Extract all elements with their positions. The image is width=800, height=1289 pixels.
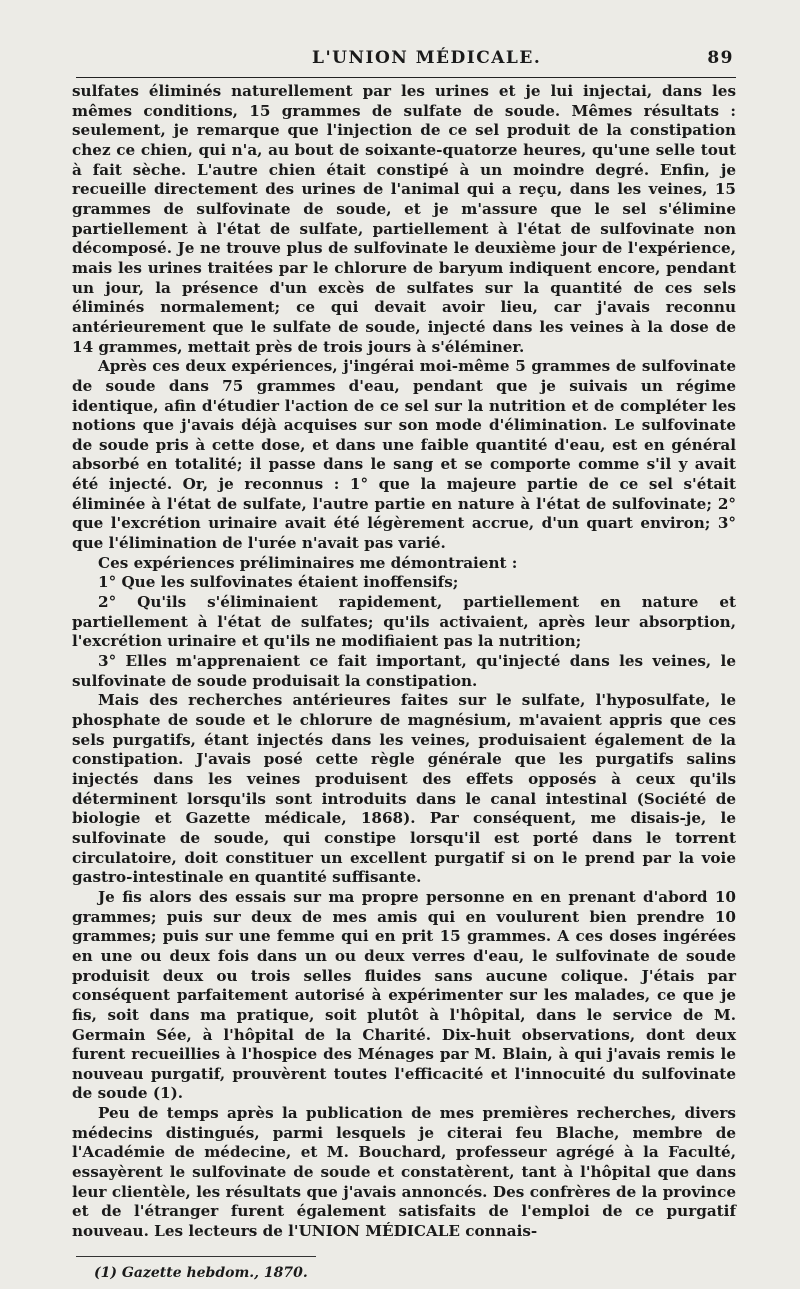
footnote-rule (76, 1256, 316, 1257)
body-text (72, 82, 736, 1242)
footnote-marker: (1) (94, 1264, 117, 1281)
footnote (72, 1265, 736, 1281)
footnote-text: Gazette hebdom., 1870. (121, 1264, 308, 1281)
list-item: 3° Elles m'apprenaient ce fait important, qu'injecté dans les veines, le sulfovinate de soude produisait la constipation. (72, 652, 736, 690)
paragraph: Ces expériences préliminaires me démontraient : (98, 553, 518, 572)
paragraph: Mais des recherches antérieures faites sur le sulfate, l'hyposulfate, le phosphate de soude et le chlorure de magnésium, m'avaient appris que ces sels purgatifs, étant injectés dans les veines, produisaient également de la constipation. J'avais posé cette règle générale que les purgatifs salins injectés dans les veines produisent des effets opposés à ceux qu'ils déterminent lorsqu'ils sont introduits dans le canal intestinal (Société de biologie et Gazette médicale, 1868). Par conséquent, me disais-je, le sulfovinate de soude, qui constipe lorsqu'il est porté dans le torrent circulatoire, doit constituer un excellent purgatif si on le prend par la voie gastro-intestinale en quantité suffisante. (72, 691, 736, 887)
page-number: 89 (707, 48, 734, 68)
header-rule (76, 77, 736, 78)
list-item: 2° Qu'ils s'éliminaient rapidement, partiellement en nature et partiellement à l'état de sulfates; qu'ils activaient, après leur absorption, l'excrétion urinaire et qu'ils ne modifiaient pas la nutrition; (72, 593, 736, 651)
paragraph: Après ces deux expériences, j'ingérai moi-même 5 grammes de sulfovinate de soude dans 75 grammes d'eau, pendant que je suivais un régime identique, afin d'étudier l'action de ce sel sur la nutrition et de compléter les notions que j'avais déjà acquises sur son mode d'élimination. Le sulfovinate de soude pris à cette dose, et dans une faible quantité d'eau, est en général absorbé en totalité; il passe dans le sang et se comporte comme s'il y avait été injecté. Or, je reconnus : 1° que la majeure partie de ce sel s'était éliminée à l'état de sulfate, l'autre partie en nature à l'état de sulfovinate; 2° que l'excrétion urinaire avait été légèrement accrue, d'un quart environ; 3° que l'élimination de l'urée n'avait pas varié. (72, 357, 736, 553)
paragraph: Peu de temps après la publication de mes premières recherches, divers médecins distingués, parmi lesquels je citerai feu Blache, membre de l'Académie de médecine, et M. Bouchard, professeur agrégé à la Faculté, essayèrent le sulfovinate de soude et constatèrent, tant à l'hôpital que dans leur clientèle, les résultats que j'avais annoncés. Des confrères de la province et de l'étranger furent également satisfaits de l'emploi de ce purgatif nouveau. Les lecteurs de l'UNION MÉDICALE connais- (72, 1104, 736, 1241)
journal-title: L'UNION MÉDICALE. (312, 48, 542, 68)
paragraph: Je fis alors des essais sur ma propre personne en en prenant d'abord 10 grammes; puis sur deux de mes amis qui en voulurent bien prendre 10 grammes; puis sur une femme qui en prit 15 grammes. A ces doses ingérées en une ou deux fois dans un ou deux verres d'eau, le sulfovinate de soude produisit deux ou trois selles fluides sans aucune colique. J'étais par conséquent parfaitement autorisé à expérimenter sur les malades, ce que je fis, soit dans ma pratique, soit plutôt à l'hôpital, dans le service de M. Germain Sée, à l'hôpital de la Charité. Dix-huit observations, dont deux furent recueillies à l'hospice des Ménages par M. Blain, à qui j'avais remis le nouveau purgatif, prouvèrent toutes l'efficacité et l'innocuité du sulfovinate de soude (1). (72, 887, 736, 1103)
list-item: 1° Que les sulfovinates étaient inoffensifs; (98, 573, 459, 592)
paragraph: sulfates éliminés naturellement par les urines et je lui injectai, dans les mêmes conditions, 15 grammes de sulfate de soude. Mêmes résultats : seulement, je remarque que l'injection de ce sel produit de la constipation chez ce chien, qui n'a, au bout de soixante-quatorze heures, qu'une selle tout à fait sèche. L'autre chien était constipé à un moindre degré. Enfin, je recueille directement des urines de l'animal qui a reçu, dans les veines, 15 grammes de sulfovinate de soude, et je m'assure que le sel s'élimine partiellement à l'état de sulfate, partiellement à l'état de sulfovinate non décomposé. Je ne trouve plus de sulfovinate le deuxième jour de l'expérience, mais les urines traitées par le chlorure de baryum indiquent encore, pendant un jour, la présence d'un excès de sulfates sur la quantité de ces sels éliminés normalement; ce qui devait avoir lieu, car j'avais reconnu antérieurement que le sulfate de soude, injecté dans les veines à la dose de 14 grammes, mettait près de trois jours à s'éléminer. (72, 82, 736, 356)
running-header (72, 40, 736, 70)
